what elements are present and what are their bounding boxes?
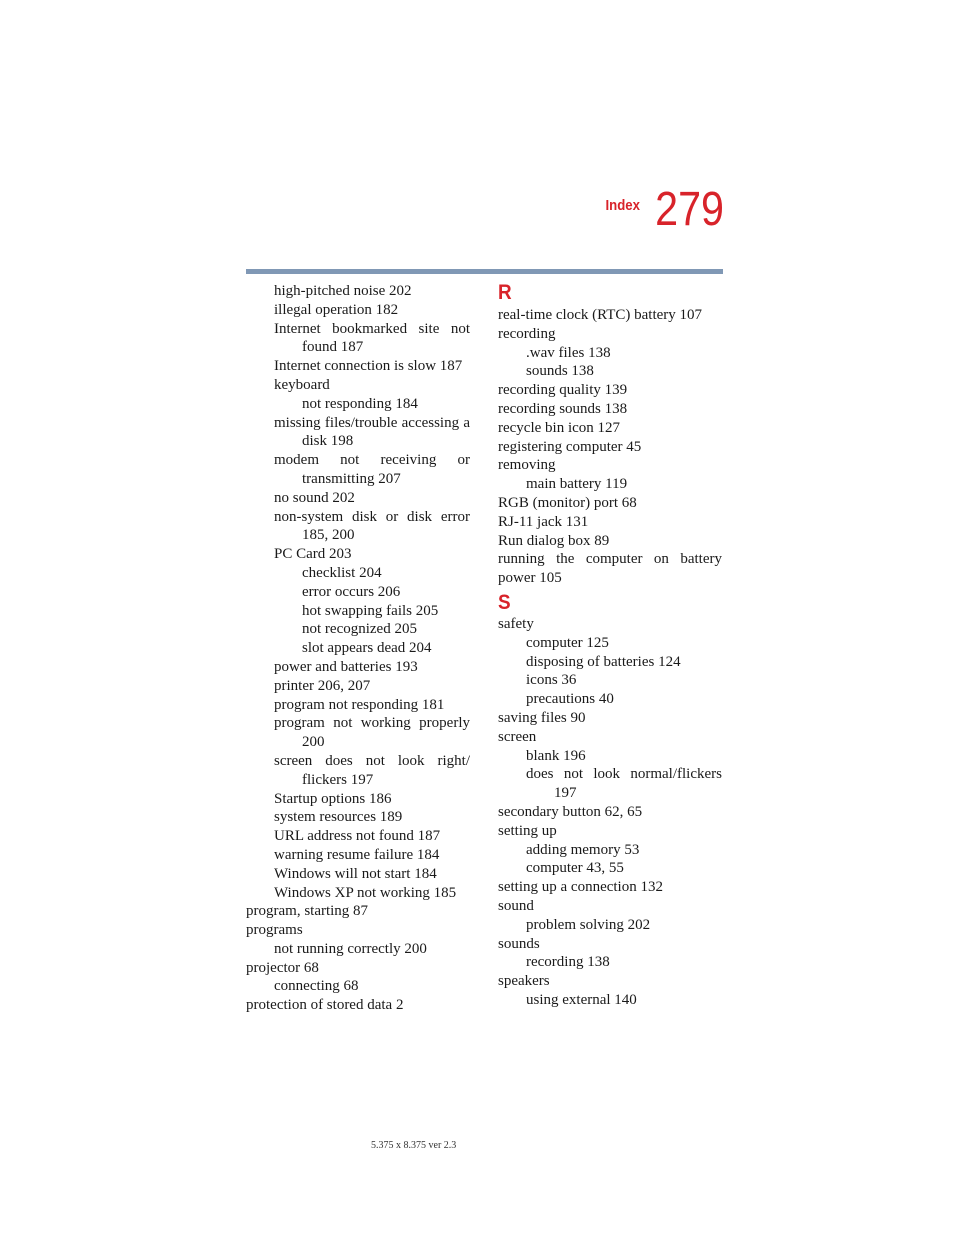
- index-entry: Run dialog box 89: [498, 532, 610, 549]
- index-entry: missing files/trouble accessing a disk 198: [274, 414, 470, 450]
- index-entry: high-pitched noise 202: [274, 283, 412, 299]
- header-rule: [246, 269, 723, 274]
- index-entry: error occurs 206: [302, 583, 401, 600]
- index-entry: blank 196: [526, 747, 586, 764]
- index-entry: modem not receiving or transmitting 207: [274, 452, 470, 487]
- index-entry: no sound 202: [274, 489, 355, 506]
- index-entry: saving files 90: [498, 709, 586, 726]
- index-column-left: [246, 282, 470, 1015]
- index-column-right: [498, 282, 722, 1010]
- index-entry: screen: [498, 728, 537, 745]
- index-entry: running the computer on battery power 105: [498, 551, 722, 587]
- index-entry: problem solving 202: [526, 916, 651, 933]
- index-entry: main battery 119: [526, 476, 628, 493]
- index-entry: recording 138: [526, 954, 610, 971]
- index-entry: PC Card 203: [274, 546, 352, 563]
- index-entry: RGB (monitor) port 68: [498, 494, 637, 511]
- index-entry: recording: [498, 325, 556, 342]
- index-entry: speakers: [498, 973, 550, 990]
- index-entry: screen does not look right/ flickers 197: [274, 752, 470, 788]
- index-entry: safety: [498, 615, 534, 632]
- index-entry: sounds: [498, 935, 540, 952]
- index-entry: projector 68: [246, 959, 319, 976]
- index-entry: precautions 40: [526, 691, 614, 708]
- index-entry: connecting 68: [274, 978, 359, 995]
- index-entry: slot appears dead 204: [302, 640, 432, 657]
- index-entry: Startup options 186: [274, 790, 392, 807]
- index-entry: printer 206, 207: [274, 677, 371, 694]
- index-entry: Internet connection is slow 187: [274, 358, 463, 375]
- footer-version: 5.375 x 8.375 ver 2.3: [371, 1140, 457, 1151]
- index-entry: icons 36: [526, 672, 577, 689]
- index-entry: programs: [246, 922, 303, 939]
- index-entry: sounds 138: [526, 363, 594, 380]
- index-entry: RJ-11 jack 131: [498, 513, 589, 530]
- index-entry: power and batteries 193: [274, 658, 418, 675]
- index-entry: non-system disk or disk error 185, 200: [274, 508, 470, 544]
- index-entry: disposing of batteries 124: [526, 653, 681, 670]
- index-entry: hot swapping fails 205: [302, 602, 439, 619]
- index-entry: URL address not found 187: [274, 828, 441, 845]
- index-entry: setting up: [498, 822, 557, 839]
- index-entry: recording quality 139: [498, 382, 628, 399]
- index-entry: recycle bin icon 127: [498, 419, 621, 436]
- index-entry: computer 125: [526, 634, 609, 651]
- index-entry: using external 140: [526, 991, 637, 1008]
- index-entry: not responding 184: [302, 395, 418, 412]
- section-letter-r: R: [498, 281, 512, 304]
- index-entry: real-time clock (RTC) battery 107: [498, 307, 703, 323]
- index-entry: system resources 189: [274, 809, 403, 826]
- index-entry: secondary button 62, 65: [498, 803, 643, 820]
- index-entry: program not responding 181: [274, 696, 445, 713]
- index-entry: program not working properly 200: [274, 715, 470, 751]
- index-entry: does not look normal/flickers 197: [526, 766, 722, 802]
- index-entry: computer 43, 55: [526, 860, 624, 877]
- index-entry: illegal operation 182: [274, 301, 399, 318]
- page-number: 279: [655, 183, 724, 236]
- index-entry: recording sounds 138: [498, 400, 628, 417]
- index-entry: warning resume failure 184: [274, 846, 440, 863]
- index-entry: Windows XP not working 185: [274, 884, 457, 901]
- running-header-section: Index: [605, 197, 640, 214]
- index-entry: setting up a connection 132: [498, 879, 663, 896]
- index-entry: sound: [498, 897, 534, 914]
- index-entry: checklist 204: [302, 564, 382, 581]
- section-letter-s: S: [498, 590, 511, 614]
- index-entry: protection of stored data 2: [246, 997, 404, 1014]
- index-entry: registering computer 45: [498, 438, 642, 455]
- index-entry: adding memory 53: [526, 841, 640, 858]
- index-entry: program, starting 87: [246, 903, 369, 920]
- index-entry: keyboard: [274, 376, 330, 393]
- index-entry: .wav files 138: [526, 344, 611, 361]
- index-entry: not running correctly 200: [274, 940, 427, 957]
- index-entry: not recognized 205: [302, 621, 417, 638]
- index-entry: removing: [498, 457, 556, 474]
- index-entry: Internet bookmarked site not found 187: [274, 320, 470, 356]
- index-entry: Windows will not start 184: [274, 865, 437, 882]
